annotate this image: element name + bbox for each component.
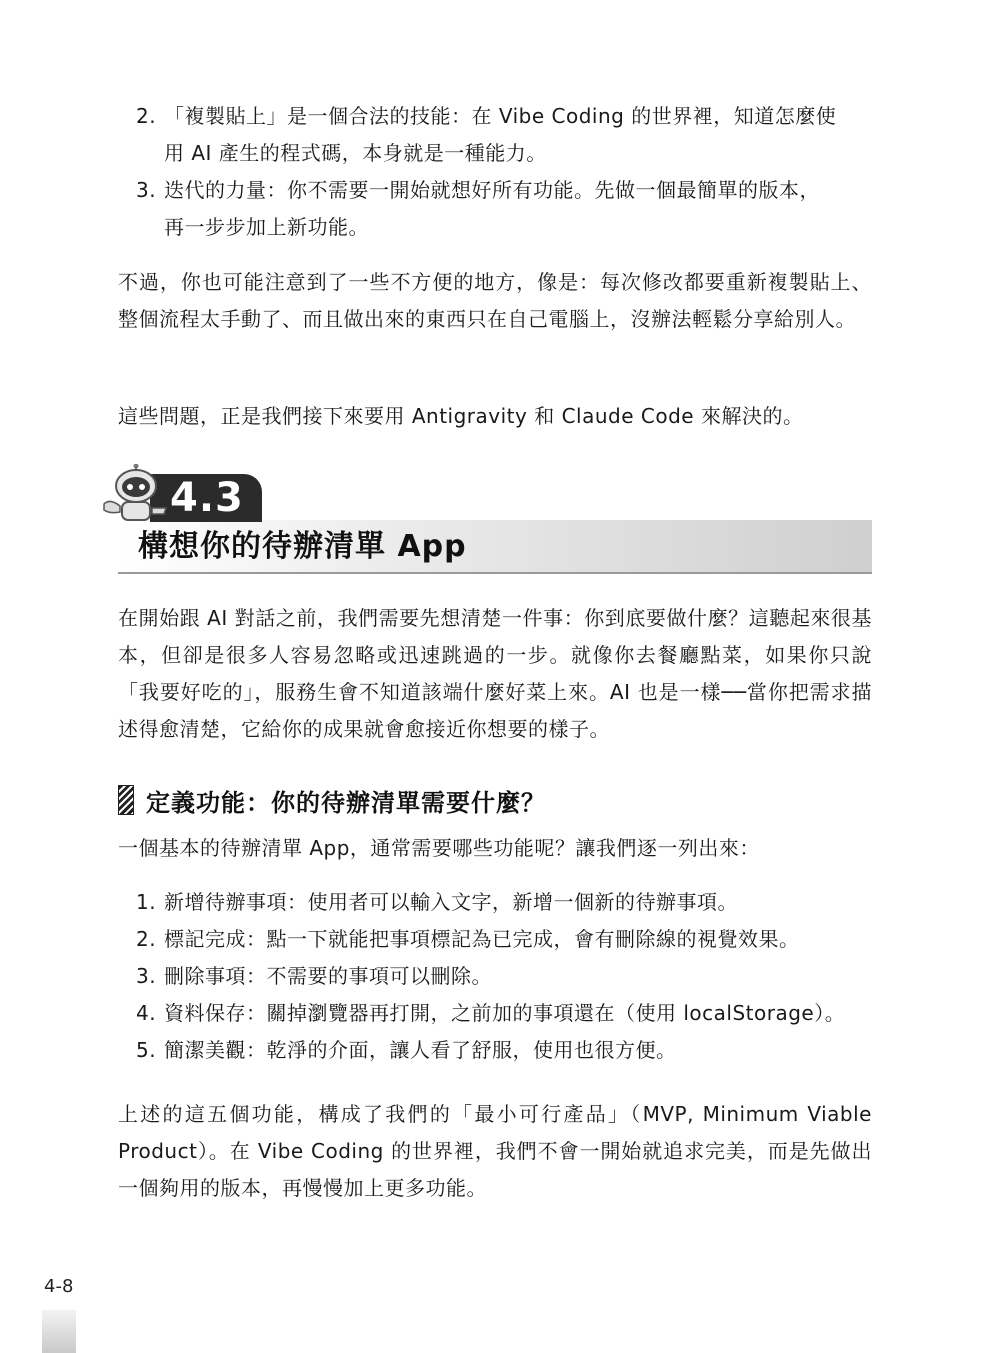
- list-number: 3.: [136, 178, 157, 202]
- list-text: 簡潔美觀：乾淨的介面，讓人看了舒服，使用也很方便。: [164, 1038, 677, 1062]
- list-text: 標記完成：點一下就能把事項標記為已完成，會有刪除線的視覺效果。: [164, 927, 800, 951]
- list-item: [118, 995, 878, 1032]
- list-item: [118, 921, 878, 958]
- subsection-heading: [118, 780, 546, 820]
- list-text-line: 「複製貼上」是一個合法的技能：在 Vibe Coding 的世界裡，知道怎麼使: [164, 104, 837, 128]
- subsection-title: 定義功能：你的待辦清單需要什麼？: [146, 788, 546, 817]
- list-number: 1.: [136, 890, 157, 914]
- page-edge-tab: [42, 1310, 76, 1353]
- paragraph: 在開始跟 AI 對話之前，我們需要先想清楚一件事：你到底要做什麼？這聽起來很基本，但卻是很多人容易忽略或迅速跳過的一步。就像你去餐廳點菜，如果你只說「我要好吃的」，服務生會不知道該端什麼好菜上來。AI 也是一樣──當你把需求描述得愈清楚，它給你的成果就會愈接近你想要的樣子。: [118, 606, 872, 741]
- paragraph: 上述的這五個功能，構成了我們的「最小可行產品」（MVP, Minimum Viable Product）。在 Vibe Coding 的世界裡，我們不會一開始就追求完美，而是先做出一個夠用的版本，再慢慢加上更多功能。: [118, 1102, 872, 1200]
- list-number: 2.: [136, 927, 157, 951]
- paragraph: 這些問題，正是我們接下來要用 Antigravity 和 Claude Code 來解決的。: [118, 404, 804, 428]
- list-item: [118, 1032, 878, 1069]
- list-number: 4.: [136, 1001, 157, 1025]
- page-number: 4-8: [44, 1276, 74, 1297]
- paragraph: 不過，你也可能注意到了一些不方便的地方，像是：每次修改都要重新複製貼上、整個流程太手動了、而且做出來的東西只在自己電腦上，沒辦法輕鬆分享給別人。: [118, 270, 872, 331]
- list-text: 新增待辦事項：使用者可以輸入文字，新增一個新的待辦事項。: [164, 890, 738, 914]
- list-text: 資料保存：關掉瀏覽器再打開，之前加的事項還在（使用 localStorage）。: [164, 1001, 846, 1025]
- section-title: 構想你的待辦清單 App: [138, 529, 467, 564]
- list-number: 2.: [136, 104, 157, 128]
- feature-numbered-list: [118, 884, 878, 1069]
- list-text-line: 再一步步加上新功能。: [164, 215, 369, 239]
- paragraph: 一個基本的待辦清單 App，通常需要哪些功能呢？讓我們逐一列出來：: [118, 836, 760, 860]
- robot-mascot-icon: [100, 464, 172, 524]
- list-text-line: 用 AI 產生的程式碼，本身就是一種能力。: [164, 141, 547, 165]
- top-numbered-list: [118, 98, 878, 246]
- list-item: [118, 958, 878, 995]
- striped-bar-icon: [118, 785, 134, 815]
- section-number: 4.3: [170, 475, 244, 521]
- list-text-line: 迭代的力量：你不需要一開始就想好所有功能。先做一個最簡單的版本，: [164, 178, 820, 202]
- list-number: 3.: [136, 964, 157, 988]
- list-item: [118, 172, 878, 246]
- list-item: [118, 98, 878, 172]
- list-number: 5.: [136, 1038, 157, 1062]
- list-text: 刪除事項：不需要的事項可以刪除。: [164, 964, 492, 988]
- list-item: [118, 884, 878, 921]
